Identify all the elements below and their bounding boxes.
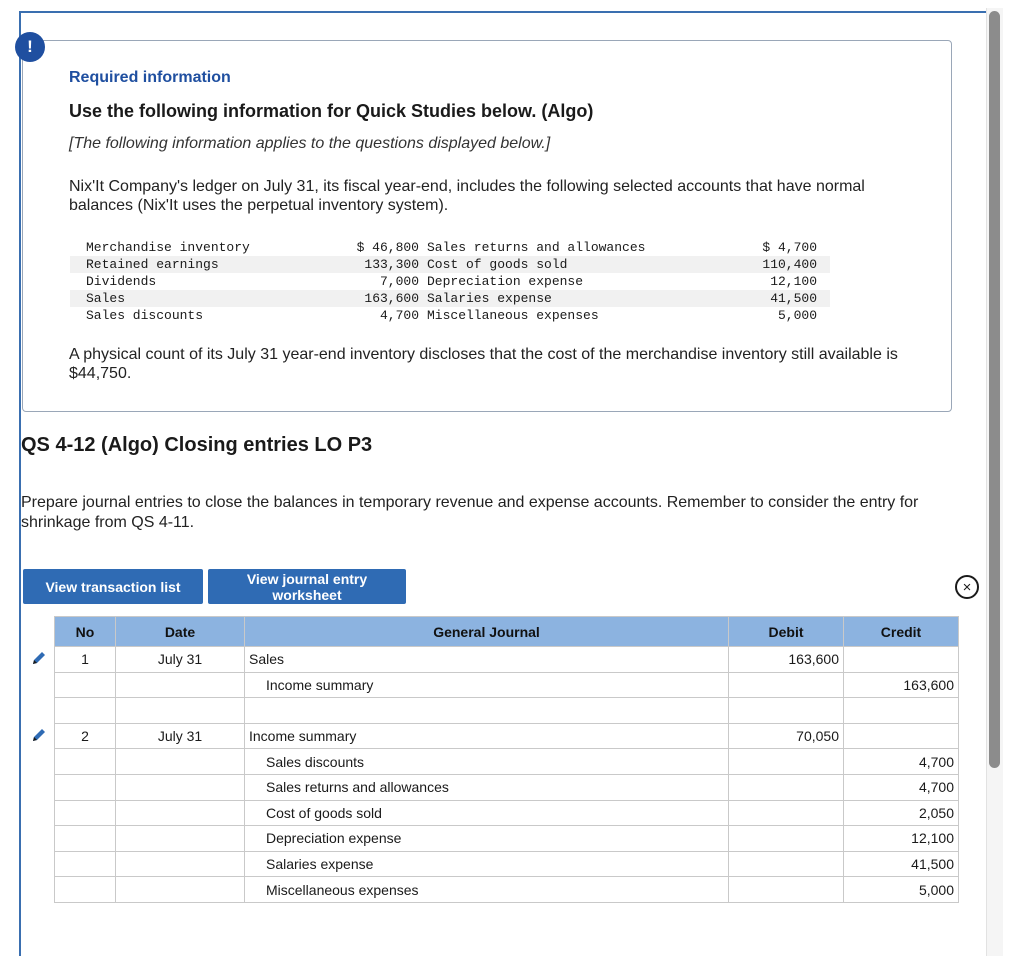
ledger-row (70, 256, 830, 273)
ledger-amount: 163,600 (331, 290, 427, 307)
alert-icon: ! (15, 32, 45, 62)
table-row (55, 723, 959, 749)
account-cell: Salaries expense (245, 851, 729, 877)
account-cell: Cost of goods sold (245, 800, 729, 826)
header-credit: Credit (844, 617, 959, 647)
edit-pencil-icon[interactable] (30, 726, 48, 744)
debit-cell (729, 672, 844, 698)
ledger-row (70, 273, 830, 290)
ledger-account: Retained earnings (70, 256, 331, 273)
table-row (55, 851, 959, 877)
debit-cell: 163,600 (729, 647, 844, 673)
account-cell: Sales returns and allowances (245, 774, 729, 800)
ledger-amount: 41,500 (715, 290, 830, 307)
entry-number: 2 (55, 723, 116, 749)
debit-cell (729, 877, 844, 903)
credit-cell (844, 723, 959, 749)
header-general-journal: General Journal (245, 617, 729, 647)
ledger-table (70, 239, 830, 324)
table-row (55, 647, 959, 673)
credit-cell: 4,700 (844, 774, 959, 800)
ledger-account: Sales (70, 290, 331, 307)
header-date: Date (116, 617, 245, 647)
debit-cell: 70,050 (729, 723, 844, 749)
inventory-count-text: A physical count of its July 31 year-end inventory discloses that the cost of the merchandise inventory still available is $44,750. (69, 346, 898, 382)
credit-cell: 4,700 (844, 749, 959, 775)
table-row (55, 672, 959, 698)
ledger-amount: 133,300 (331, 256, 427, 273)
ledger-account: Dividends (86, 274, 157, 289)
journal-table (54, 616, 959, 903)
view-transaction-list-button[interactable]: View transaction list (23, 569, 203, 604)
ledger-account: Cost of goods sold (427, 256, 715, 273)
question-title: QS 4-12 (Algo) Closing entries LO P3 (21, 434, 373, 456)
entry-date: July 31 (116, 723, 245, 749)
applies-note: [The following information applies to the questions displayed below.] (69, 135, 551, 152)
close-icon[interactable]: × (955, 575, 979, 599)
ledger-amount: 5,000 (777, 308, 817, 323)
table-row (55, 774, 959, 800)
account-cell: Income summary (245, 723, 729, 749)
debit-cell (729, 800, 844, 826)
ledger-account: Salaries expense (427, 290, 715, 307)
header-debit: Debit (729, 617, 844, 647)
credit-cell: 12,100 (844, 826, 959, 852)
account-cell: Miscellaneous expenses (245, 877, 729, 903)
ledger-account: Miscellaneous expenses (427, 308, 599, 323)
ledger-row (70, 239, 830, 256)
ledger-amount: $ 46,800 (356, 240, 419, 255)
account-cell: Depreciation expense (245, 826, 729, 852)
table-row (55, 877, 959, 903)
left-border (19, 11, 21, 956)
debit-cell (729, 826, 844, 852)
edit-pencil-icon[interactable] (30, 649, 48, 667)
ledger-intro-text: Nix'It Company's ledger on July 31, its fiscal year-end, includes the following selected accounts that have normal balances (Nix'It uses the perpetual inventory system). (69, 178, 865, 214)
account-cell: Sales discounts (245, 749, 729, 775)
ledger-account: Sales discounts (86, 308, 204, 323)
account-cell: Sales (245, 647, 729, 673)
header-no: No (55, 617, 116, 647)
debit-cell (729, 774, 844, 800)
ledger-amount: $ 4,700 (762, 240, 817, 255)
required-info-label: Required information (69, 69, 231, 86)
credit-cell (844, 647, 959, 673)
ledger-account: Sales returns and allowances (427, 240, 646, 255)
journal-header-row (55, 617, 959, 647)
credit-cell: 2,050 (844, 800, 959, 826)
account-cell: Income summary (245, 672, 729, 698)
question-instructions: Prepare journal entries to close the balances in temporary revenue and expense accounts. Remember to consider the entry for shrinkage from QS 4-11. (21, 494, 919, 531)
table-row (55, 698, 959, 724)
entry-date: July 31 (116, 647, 245, 673)
view-journal-worksheet-button[interactable]: View journal entry worksheet (208, 569, 406, 604)
ledger-amount: 4,700 (379, 308, 419, 323)
ledger-amount: 110,400 (715, 256, 830, 273)
ledger-amount: 7,000 (379, 274, 419, 289)
scrollbar-thumb[interactable] (989, 11, 1000, 768)
credit-cell: 5,000 (844, 877, 959, 903)
credit-cell: 41,500 (844, 851, 959, 877)
ledger-account: Depreciation expense (427, 274, 584, 289)
entry-number: 1 (55, 647, 116, 673)
table-row (55, 800, 959, 826)
use-info-title: Use the following information for Quick Studies below. (Algo) (69, 101, 594, 121)
ledger-row (70, 307, 830, 324)
required-info-panel (22, 40, 952, 412)
ledger-account: Merchandise inventory (86, 240, 250, 255)
debit-cell (729, 851, 844, 877)
top-border (20, 11, 986, 13)
ledger-amount: 12,100 (770, 274, 817, 289)
ledger-row (70, 290, 830, 307)
debit-cell (729, 749, 844, 775)
table-row (55, 749, 959, 775)
table-row (55, 826, 959, 852)
credit-cell: 163,600 (844, 672, 959, 698)
